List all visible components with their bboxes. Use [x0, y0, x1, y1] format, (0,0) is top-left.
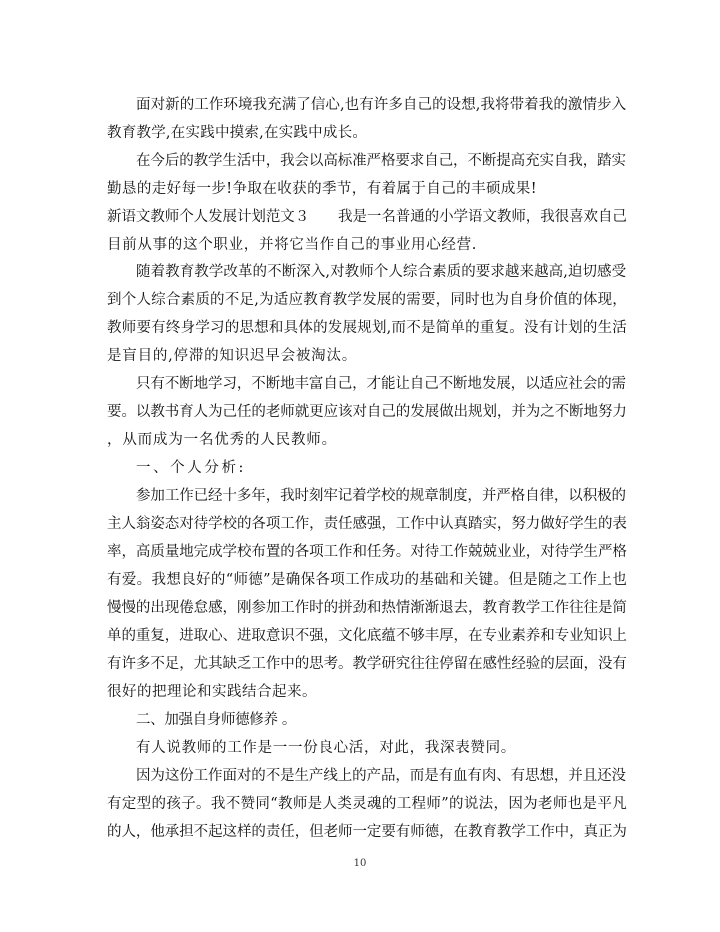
text-line: 很好的把理论和实践结合起来。: [107, 684, 317, 700]
text-line: 面对新的工作环境我充满了信心,也有许多自己的设想,我将带着我的激情步入: [136, 97, 627, 113]
section-heading: 二、加强自身师德修养 。: [136, 712, 297, 728]
text-line: 因为这份工作面对的不是生产线上的产品，而是有血有肉、有思想，并且还没: [136, 768, 626, 784]
text-line: ，从而成为一名优秀的人民教师。: [107, 432, 337, 448]
text-line: 要。以教书育人为己任的老师就更应该对自己的发展做出规划，并为之不断地努力: [107, 404, 627, 420]
text-line: 率，高质量地完成学校布置的各项工作和任务。对待工作兢兢业业，对待学生严格: [107, 544, 627, 560]
page-number: 10: [353, 858, 367, 869]
section-heading: 一、个人分析:: [136, 460, 247, 476]
text-line: 到个人综合素质的不足,为适应教育教学发展的需要，同时也为自身价值的体现，: [107, 292, 628, 308]
text-line: 的人，他承担不起这样的责任，但老师一定要有师德，在教育教学工作中，真正为: [107, 824, 627, 840]
text-line: 参加工作已经十多年，我时刻牢记着学校的规章制度，并严格自律，以积极的: [136, 488, 626, 504]
text-line: 有爱。我想良好的“师德”是确保各项工作成功的基础和关键。但是随之工作上也: [107, 572, 628, 588]
text-line: 新语文教师个人发展计划范文３ 我是一名普通的小学语文教师，我很喜欢自己: [107, 209, 627, 225]
text-line: 勤恳的走好每一步!争取在收获的季节，有着属于自己的丰硕成果!: [107, 181, 537, 197]
text-line: 主人翁姿态对待学校的各项工作，责任感强，工作中认真踏实，努力做好学生的表: [107, 516, 627, 532]
text-line: 随着教育教学改革的不断深入,对教师个人综合素质的要求越来越高,迫切感受: [136, 264, 627, 280]
text-line: 在今后的教学生活中，我会以高标准严格要求自己，不断提高充实自我，踏实: [136, 153, 626, 169]
text-line: 有人说教师的工作是一一份良心活，对此，我深表赞同。: [136, 740, 516, 756]
text-line: 教师要有终身学习的思想和具体的发展规划,而不是简单的重复。没有计划的生活: [107, 320, 628, 336]
text-line: 是盲目的,停滞的知识迟早会被淘汰。: [107, 348, 358, 364]
text-line: 教育教学,在实践中摸索,在实践中成长。: [107, 125, 368, 141]
text-line: 单的重复，进取心、进取意识不强，文化底蕴不够丰厚，在专业素养和专业知识上: [107, 628, 627, 644]
text-line: 慢慢的出现倦怠感，刚参加工作时的拼劲和热情渐渐退去，教育教学工作往往是简: [107, 600, 627, 616]
text-line: 只有不断地学习，不断地丰富自己，才能让自己不断地发展，以适应社会的需: [136, 376, 626, 392]
text-line: 有许多不足，尤其缺乏工作中的思考。教学研究往往停留在感性经验的层面，没有: [107, 656, 627, 672]
text-line: 目前从事的这个职业，并将它当作自己的事业用心经营.: [107, 237, 478, 253]
text-line: 有定型的孩子。我不赞同“教师是人类灵魂的工程师”的说法，因为老师也是平凡: [107, 796, 628, 812]
